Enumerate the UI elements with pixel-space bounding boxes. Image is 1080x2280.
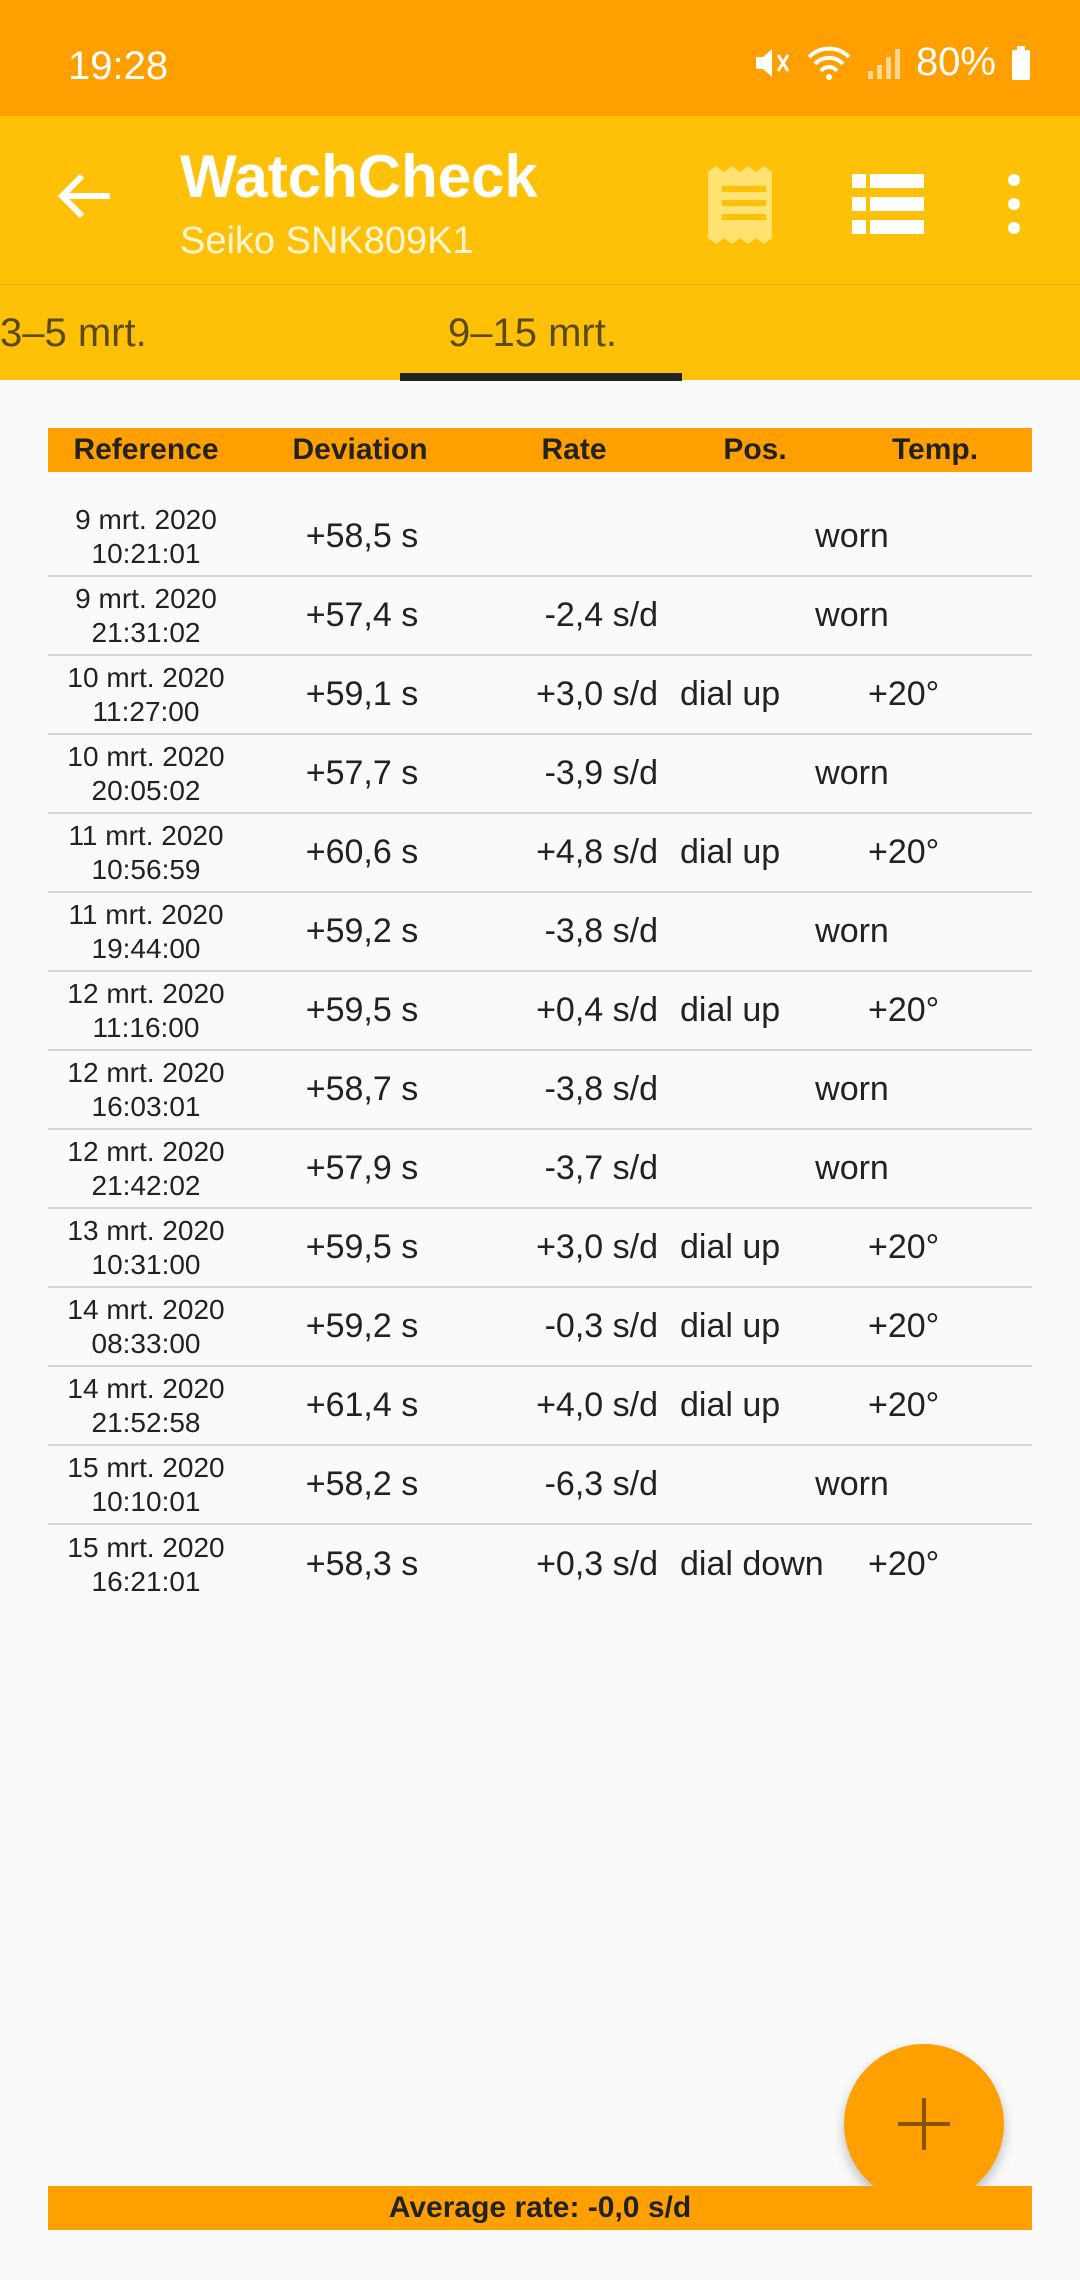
back-button[interactable] [44,156,124,236]
reference-date: 12 mrt. 2020 [67,977,225,1009]
reference-time: 21:31:02 [91,616,201,648]
cell-position: dial up [680,1307,781,1345]
reference-date: 15 mrt. 2020 [67,1451,225,1483]
header-position: Pos. [723,433,787,466]
reference-time: 10:10:01 [91,1485,201,1517]
cell-position: dial up [680,991,781,1029]
reference-time: 10:56:59 [91,853,201,885]
table-row[interactable] [48,972,1032,1051]
cell-position: worn [815,1070,889,1108]
header-deviation: Deviation [292,433,428,466]
cell-position: worn [815,754,889,792]
cell-reference [48,582,244,650]
cell-deviation: +59,5 s [305,991,419,1029]
table-row[interactable] [48,1051,1032,1130]
cell-deviation: +57,9 s [305,1149,419,1187]
cell-reference [48,1293,244,1361]
watch-name: Seiko SNK809K1 [180,220,474,262]
mute-icon [752,45,792,81]
cell-rate: +4,0 s/d [536,1386,658,1424]
table-header [48,428,1032,472]
table-row[interactable] [48,814,1032,893]
cell-rate: +4,8 s/d [536,833,658,871]
cell-position: dial up [680,833,781,871]
cell-temperature: +20° [868,1545,940,1583]
cell-reference [48,819,244,887]
reference-date: 12 mrt. 2020 [67,1135,225,1167]
plus-icon [892,2092,956,2156]
cell-reference [48,1135,244,1203]
cell-deviation: +59,5 s [305,1228,419,1266]
cell-deviation: +59,1 s [305,675,419,713]
reference-date: 12 mrt. 2020 [67,1056,225,1088]
wifi-icon [806,45,852,81]
week-tabs [0,284,1080,380]
cell-position: worn [815,596,889,634]
reference-date: 9 mrt. 2020 [75,503,217,535]
back-arrow-icon [56,172,112,220]
cell-position: dial up [680,675,781,713]
add-measurement-button[interactable] [844,2044,1004,2204]
cell-reference [48,1056,244,1124]
cell-reference [48,1451,244,1519]
cell-position: dial up [680,1228,781,1266]
cell-position: worn [815,1149,889,1187]
average-rate: Average rate: -0,0 s/d [48,2186,1032,2230]
cell-temperature: +20° [868,833,940,871]
cell-rate: +0,3 s/d [536,1545,658,1583]
reference-time: 11:16:00 [92,1011,200,1043]
cell-position: dial up [680,1386,781,1424]
more-vert-icon [990,164,1038,244]
cell-temperature: +20° [868,1228,940,1266]
app-bar [0,116,1080,284]
cell-rate: +0,4 s/d [536,991,658,1029]
table-row[interactable] [48,1367,1032,1446]
table-row[interactable] [48,735,1032,814]
reference-time: 10:21:01 [91,537,201,569]
header-temperature: Temp. [891,433,979,466]
reference-time: 16:21:01 [91,1565,201,1597]
reference-time: 21:42:02 [91,1169,201,1201]
cell-position: dial down [680,1545,824,1583]
cell-temperature: +20° [868,1386,940,1424]
cell-rate: -3,9 s/d [544,754,658,792]
reference-time: 10:31:00 [91,1248,201,1280]
more-options-button[interactable] [990,164,1038,244]
reference-date: 11 mrt. 2020 [68,819,224,851]
status-time: 19:28 [68,44,169,88]
cell-rate: +3,0 s/d [536,675,658,713]
reference-date: 10 mrt. 2020 [67,661,225,693]
cell-reference [48,898,244,966]
table-row[interactable] [48,1446,1032,1525]
cell-position: worn [815,1465,889,1503]
cell-deviation: +59,2 s [305,912,419,950]
cell-reference [48,661,244,729]
header-rate: Rate [541,433,607,466]
table-row[interactable] [48,893,1032,972]
reference-time: 11:27:00 [92,695,200,727]
cell-position: worn [815,517,889,555]
cell-deviation: +58,2 s [305,1465,419,1503]
cell-deviation: +58,7 s [305,1070,419,1108]
reference-time: 16:03:01 [91,1090,201,1122]
cell-position: worn [815,912,889,950]
table-row[interactable] [48,1525,1032,1604]
reference-time: 21:52:58 [91,1406,201,1438]
cell-rate: -3,7 s/d [544,1149,658,1187]
app-title: WatchCheck [180,143,538,210]
list-view-button[interactable] [848,168,928,240]
cell-rate: -6,3 s/d [544,1465,658,1503]
measurements-table [48,428,1032,1604]
cell-deviation: +61,4 s [305,1386,419,1424]
reference-date: 10 mrt. 2020 [67,740,225,772]
reference-date: 14 mrt. 2020 [67,1372,225,1404]
cell-deviation: +59,2 s [305,1307,419,1345]
cell-deviation: +57,4 s [305,596,419,634]
signal-icon [866,45,902,81]
reference-date: 13 mrt. 2020 [67,1214,225,1246]
cell-deviation: +60,6 s [305,833,419,871]
header-reference: Reference [73,433,219,466]
list-icon [848,168,928,240]
reference-date: 9 mrt. 2020 [75,582,217,614]
cell-reference [48,503,244,571]
cell-rate: -3,8 s/d [544,1070,658,1108]
cell-reference [48,1531,244,1599]
table-row[interactable] [48,656,1032,735]
cell-reference [48,977,244,1045]
receipt-icon [700,160,788,248]
receipt-button[interactable] [700,160,788,248]
reference-time: 20:05:02 [91,774,201,806]
cell-deviation: +58,5 s [305,517,419,555]
cell-rate: -2,4 s/d [544,596,658,634]
cell-temperature: +20° [868,1307,940,1345]
table-row[interactable] [48,1209,1032,1288]
reference-date: 14 mrt. 2020 [67,1293,225,1325]
reference-time: 19:44:00 [91,932,201,964]
table-row[interactable] [48,1288,1032,1367]
battery-icon [1010,45,1032,81]
tab-indicator [400,373,682,381]
cell-deviation: +57,7 s [305,754,419,792]
tab-week-current[interactable]: 9–15 mrt. [448,311,617,355]
table-row[interactable] [48,498,1032,577]
cell-temperature: +20° [868,675,940,713]
reference-date: 11 mrt. 2020 [68,898,224,930]
table-row[interactable] [48,1130,1032,1209]
cell-rate: -0,3 s/d [544,1307,658,1345]
reference-date: 15 mrt. 2020 [67,1531,225,1563]
table-row[interactable] [48,577,1032,656]
reference-time: 08:33:00 [91,1327,201,1359]
cell-rate: -3,8 s/d [544,912,658,950]
battery-percent: 80% [915,40,996,84]
cell-deviation: +58,3 s [305,1545,419,1583]
cell-temperature: +20° [868,991,940,1029]
cell-rate: +3,0 s/d [536,1228,658,1266]
table-body [48,498,1032,1604]
cell-reference [48,1372,244,1440]
status-bar [0,0,1080,116]
cell-reference [48,1214,244,1282]
tab-week-previous[interactable]: 3–5 mrt. [0,311,147,355]
status-icons [752,40,1032,85]
cell-reference [48,740,244,808]
